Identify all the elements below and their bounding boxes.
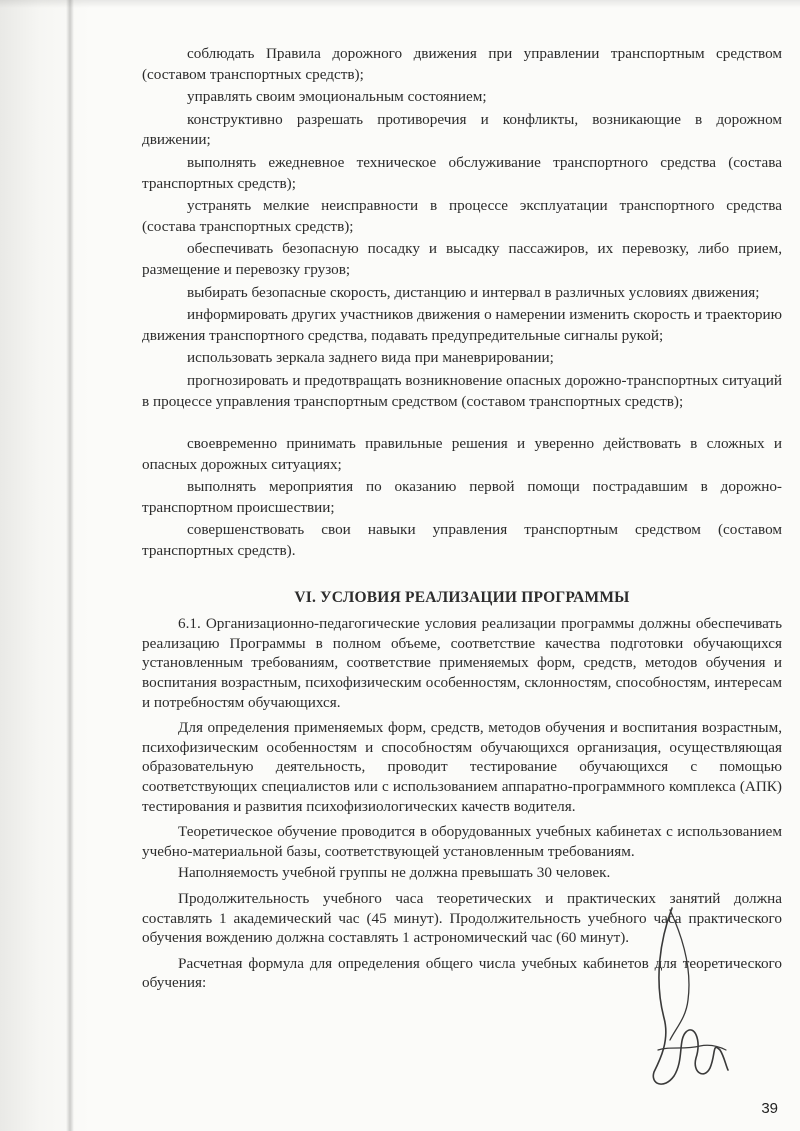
body-paragraph: Расчетная формула для определения общего числа учебных кабинетов для теоретического обучения: [142, 954, 782, 992]
page-number: 39 [761, 1100, 778, 1117]
body-paragraph: Продолжительность учебного часа теоретических и практических занятий должна составлять 1 академический час (45 минут). Продолжительность учебного часа практического обучения вождению должна составлять 1 астрономический час (60 минут). [142, 889, 782, 947]
skills-item: конструктивно разрешать противоречия и конфликты, возникающие в дорожном движении; [142, 110, 782, 149]
body-paragraph: Наполняемость учебной группы не должна превышать 30 человек. [178, 864, 611, 882]
section-title: VI. УСЛОВИЯ РЕАЛИЗАЦИИ ПРОГРАММЫ [294, 588, 630, 606]
skills-item: выбирать безопасные скорость, дистанцию и интервал в различных условиях движения; [187, 283, 760, 301]
skills-item: обеспечивать безопасную посадку и высадку пассажиров, их перевозку, либо прием, размещение и перевозку грузов; [142, 240, 782, 278]
skills-item: информировать других участников движения о намерении изменить скорость и траекторию движения транспортного средства, подавать предупредительные сигналы рукой; [142, 306, 782, 344]
handwritten-signature [640, 900, 730, 1100]
skills-item: управлять своим эмоциональным состоянием; [187, 88, 487, 106]
body-paragraph: Теоретическое обучение проводится в оборудованных учебных кабинетах с использованием учебно-материальной базы, соответствующей установленным требованиям. [142, 823, 782, 860]
skills-item: использовать зеркала заднего вида при маневрировании; [187, 349, 554, 367]
document-body [142, 44, 782, 995]
body-paragraph: Для определения применяемых форм, средств, методов обучения и воспитания возрастным, психофизическим особенностям и способностям обучающихся организация, осуществляющая образовательную деятельность, проводит тестирование обучающихся с помощью соответствующих специалистов или с использованием аппаратно-программного комплекса (АПК) тестирования и развития психофизиологических качеств водителя. [142, 719, 782, 815]
skills-item: выполнять мероприятия по оказанию первой помощи пострадавшим в дорожно-транспортном происшествии; [142, 478, 782, 516]
skills-item: устранять мелкие неисправности в процессе эксплуатации транспортного средства (состава транспортных средств); [142, 197, 782, 235]
top-edge-shadow [0, 0, 800, 8]
skills-item: совершенствовать свои навыки управления транспортным средством (составом транспортных средств). [142, 521, 782, 560]
spacer [142, 414, 782, 434]
body-paragraph: 6.1. Организационно-педагогические условия реализации программы должны обеспечивать реализацию Программы в полном объеме, соответствие качества подготовки обучающихся установленным требованиям, соответствие применяемых форм, средств, методов обучения и воспитания возрастным, психофизическим особенностям, склонностям, способностям, интересам и потребностям обучающихся. [142, 615, 782, 711]
skills-item: своевременно принимать правильные решения и уверенно действовать в сложных и опасных дорожных ситуациях; [142, 435, 782, 473]
skills-item: соблюдать Правила дорожного движения при управлении транспортным средством (составом транспортных средств); [142, 45, 782, 83]
skills-item: прогнозировать и предотвращать возникновение опасных дорожно-транспортных ситуаций в процессе управления транспортным средством (составом транспортных средств); [142, 371, 782, 410]
binding-edge-shadow [66, 0, 74, 1131]
skills-item: выполнять ежедневное техническое обслуживание транспортного средства (состава транспортных средств); [142, 153, 782, 192]
